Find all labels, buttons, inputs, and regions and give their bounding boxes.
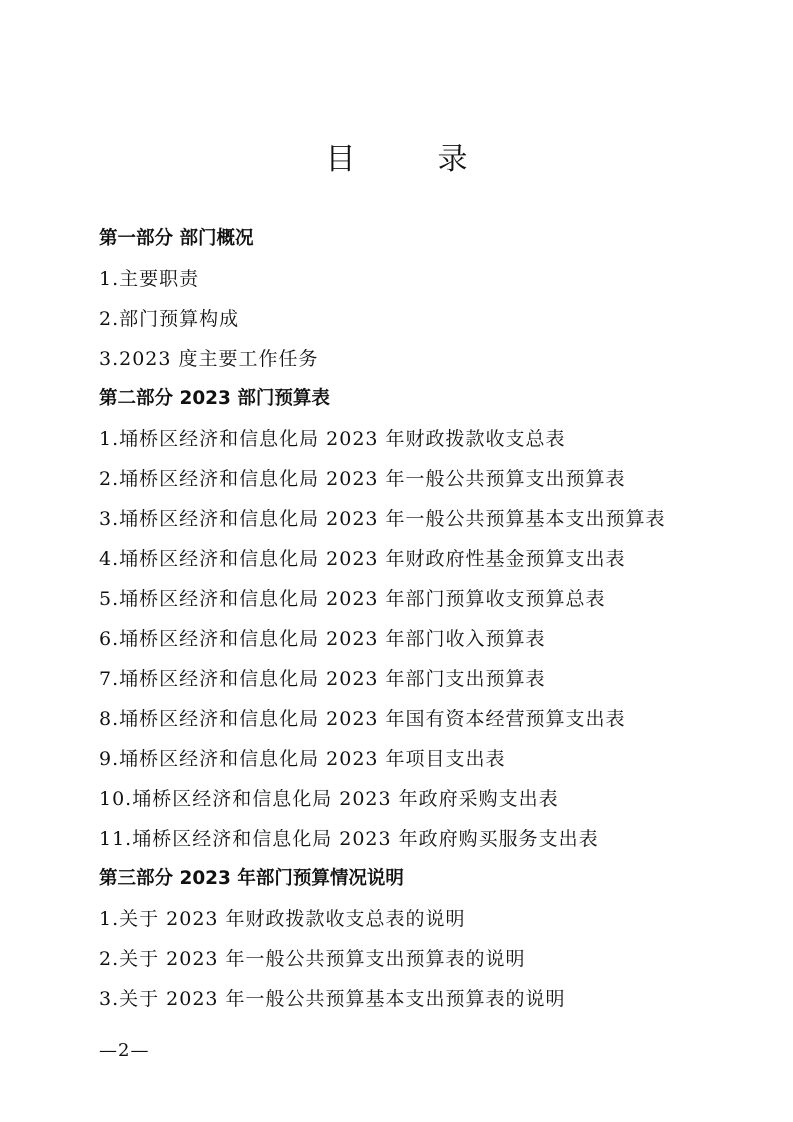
- toc-item: 11.埇桥区经济和信息化局 2023 年政府购买服务支出表: [99, 828, 599, 850]
- toc-item: 4.埇桥区经济和信息化局 2023 年财政府性基金预算支出表: [99, 548, 626, 570]
- toc-item: 1.主要职责: [99, 268, 200, 290]
- toc-item: 2.部门预算构成: [99, 308, 240, 330]
- toc-item: 3.2023 度主要工作任务: [99, 348, 319, 370]
- page-number: —2—: [99, 1040, 150, 1061]
- toc-item: 7.埇桥区经济和信息化局 2023 年部门支出预算表: [99, 668, 546, 690]
- toc-item: 8.埇桥区经济和信息化局 2023 年国有资本经营预算支出表: [99, 708, 626, 730]
- page-title: 目 录: [325, 142, 494, 177]
- toc-item: 9.埇桥区经济和信息化局 2023 年项目支出表: [99, 748, 506, 770]
- toc-item: 2.埇桥区经济和信息化局 2023 年一般公共预算支出预算表: [99, 468, 626, 490]
- toc-item: 10.埇桥区经济和信息化局 2023 年政府采购支出表: [99, 788, 559, 810]
- toc-item: 6.埇桥区经济和信息化局 2023 年部门收入预算表: [99, 628, 546, 650]
- toc-item: 2.关于 2023 年一般公共预算支出预算表的说明: [99, 948, 526, 970]
- toc-item: 1.关于 2023 年财政拨款收支总表的说明: [99, 908, 466, 930]
- toc-section-heading: 第三部分 2023 年部门预算情况说明: [99, 868, 404, 889]
- table-of-contents: [99, 219, 739, 1019]
- toc-section-heading: 第二部分 2023 部门预算表: [99, 388, 330, 409]
- toc-item: 1.埇桥区经济和信息化局 2023 年财政拨款收支总表: [99, 428, 566, 450]
- toc-item: 3.埇桥区经济和信息化局 2023 年一般公共预算基本支出预算表: [99, 508, 666, 530]
- toc-item: 3.关于 2023 年一般公共预算基本支出预算表的说明: [99, 988, 566, 1010]
- toc-item: 5.埇桥区经济和信息化局 2023 年部门预算收支预算总表: [99, 588, 606, 610]
- toc-section-heading: 第一部分 部门概况: [99, 228, 254, 249]
